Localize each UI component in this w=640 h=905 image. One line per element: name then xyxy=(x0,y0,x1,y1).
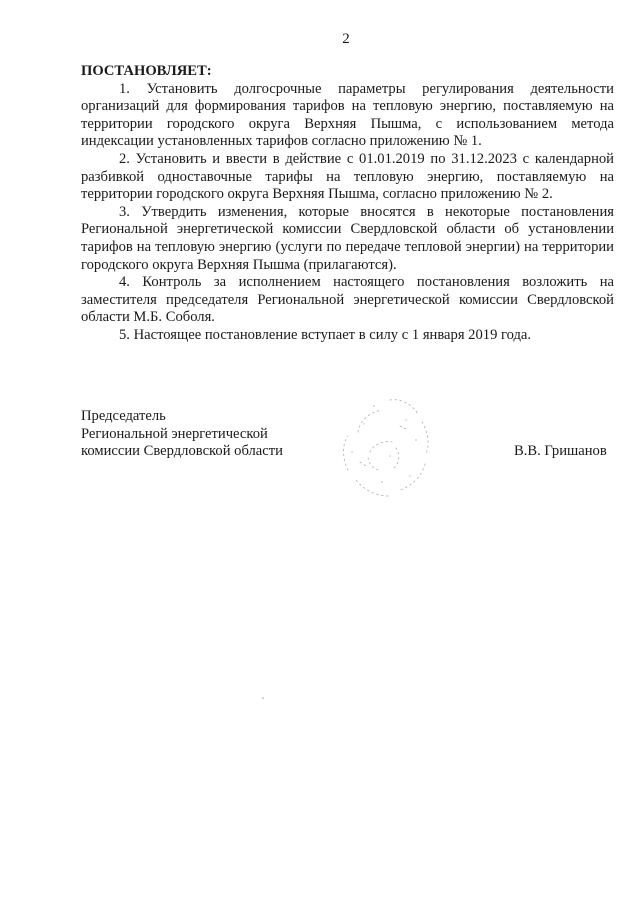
signatory-name: В.В. Гришанов xyxy=(514,443,607,459)
resolution-item-3: 3. Утвердить изменения, которые вносятся в некоторые постановления Региональной энергетической комиссии Свердловской области об установлении тарифов на тепловую энергию (услуги по передаче тепловой энергии) на территории городского округа Верхняя Пышма (прилагаются). xyxy=(81,203,614,273)
signatory-title-line-1: Председатель xyxy=(81,408,166,424)
resolution-body xyxy=(81,63,614,345)
resolution-item-4: 4. Контроль за исполнением настоящего постановления возложить на заместителя председателя Региональной энергетической комиссии Свердловской области М.Б. Соболя. xyxy=(81,274,614,326)
signatory-title-line-3: комиссии Свердловской области xyxy=(81,443,283,460)
signatory-title xyxy=(81,408,283,461)
page-number: 2 xyxy=(342,31,350,47)
resolution-item-2: 2. Установить и ввести в действие с 01.01.2019 по 31.12.2023 с календарной разбивкой одноставочные тарифы на тепловую энергию, поставляемую на территории городского округа Верхняя Пышма, согласно приложению № 2. xyxy=(81,150,614,203)
resolution-item-1: 1. Установить долгосрочные параметры регулирования деятельности организаций для формирования тарифов на тепловую энергию, поставляемую на территории городского округа Верхняя Пышма, с использованием метода индексации установленных тарифов согласно приложению № 1. xyxy=(81,80,614,150)
resolution-heading: ПОСТАНОВЛЯЕТ: xyxy=(81,63,212,79)
scan-speck-icon xyxy=(258,693,268,703)
signatory-title-line-2: Региональной энергетической xyxy=(81,425,268,442)
resolution-item-5: 5. Настоящее постановление вступает в силу с 1 января 2019 года. xyxy=(119,326,532,343)
faded-stamp-icon xyxy=(330,392,450,507)
